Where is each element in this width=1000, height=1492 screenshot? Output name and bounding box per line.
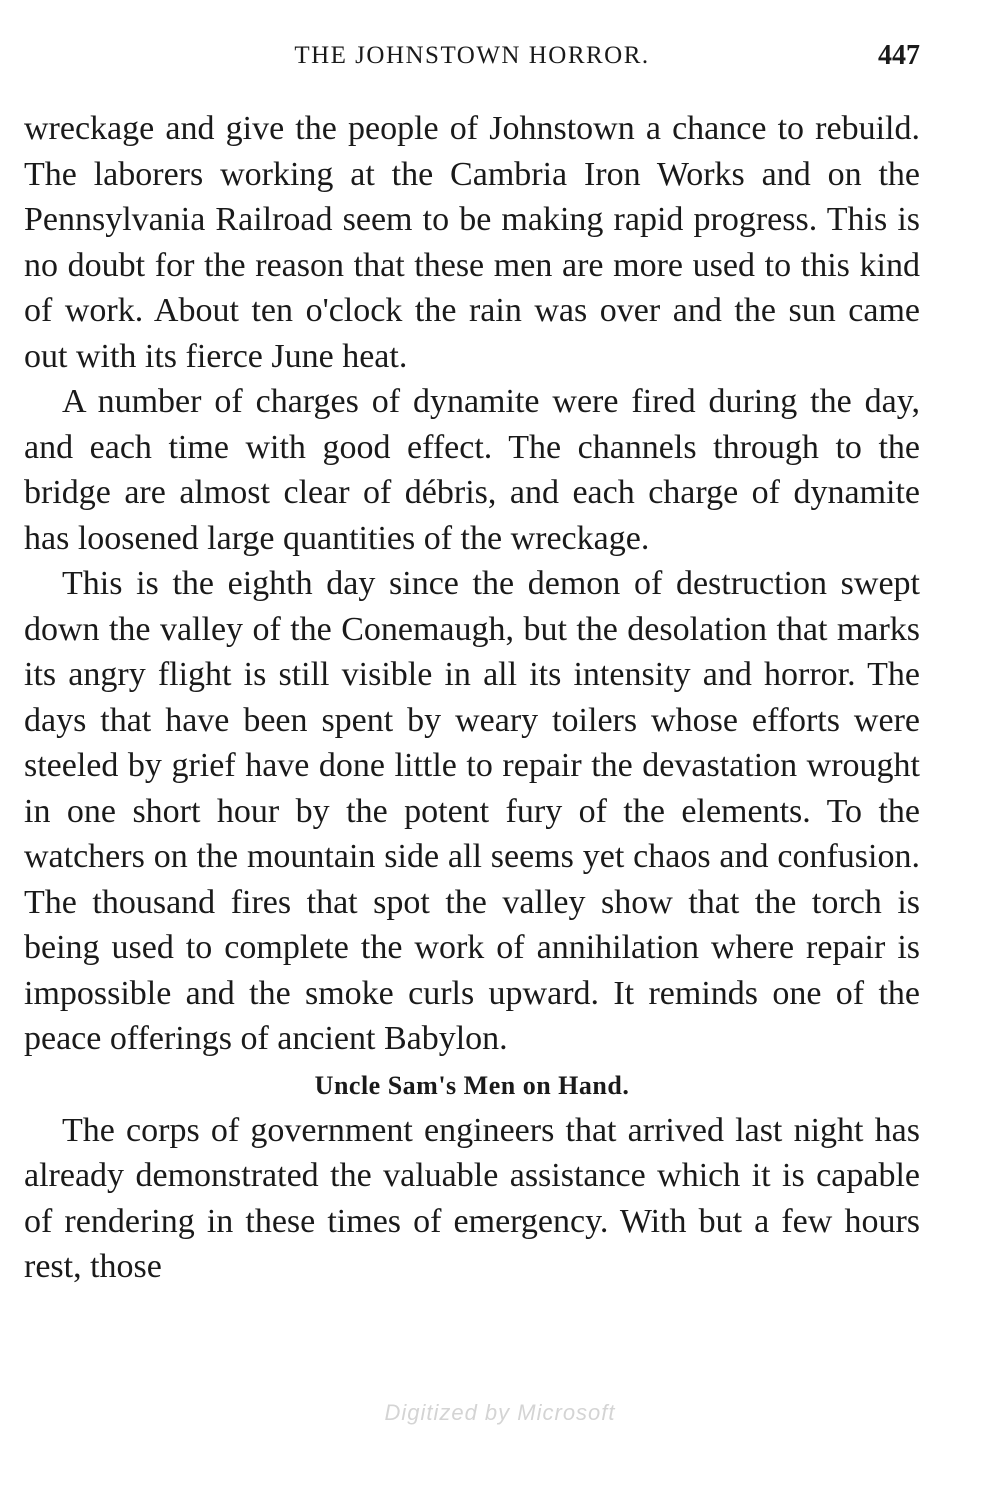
paragraph-engineers: The corps of government engineers that arrived last night has already demonstrated the valuable assistance which it is capable of rendering in these times of emergency. With but a few hours rest, those: [24, 1111, 920, 1285]
paragraph-eighth-day: This is the eighth day since the demon of destruction swept down the valley of the Conemaugh, but the desolation that marks its angry flight is still visible in all its intensity and horror. The days that have been spent by weary toilers whose efforts were steeled by grief have done little to repair the devastation wrought in one short hour by the potent fury of the elements. To the watchers on the mountain side all seems yet chaos and confusion. The thousand fires that spot the valley show that the torch is being used to complete the work of annihilation where repair is impossible and the smoke curls upward. It reminds one of the peace offerings of ancient Babylon.: [24, 565, 920, 1057]
paragraph-dynamite: A number of charges of dynamite were fired during the day, and each time with good effect. The channels through to the bridge are almost clear of débris, and each charge of dynamite has loosened large quantities of the wreckage.: [24, 383, 920, 557]
paragraph-continued: wreckage and give the people of Johnstown a chance to rebuild. The laborers working at the Cambria Iron Works and on the Pennsylvania Railroad seem to be making rapid progress. This is no doubt for the reason that these men are more used to this kind of work. About ten o'clock the rain was over and the sun came out with its fierce June heat.: [24, 110, 920, 375]
running-title: THE JOHNSTOWN HORROR.: [294, 42, 650, 69]
digitization-watermark: Digitized by Microsoft: [384, 1400, 616, 1425]
running-head: [24, 36, 920, 76]
body-text: [24, 106, 920, 1290]
page-number: 447: [878, 40, 920, 71]
section-heading: Uncle Sam's Men on Hand.: [314, 1070, 630, 1100]
